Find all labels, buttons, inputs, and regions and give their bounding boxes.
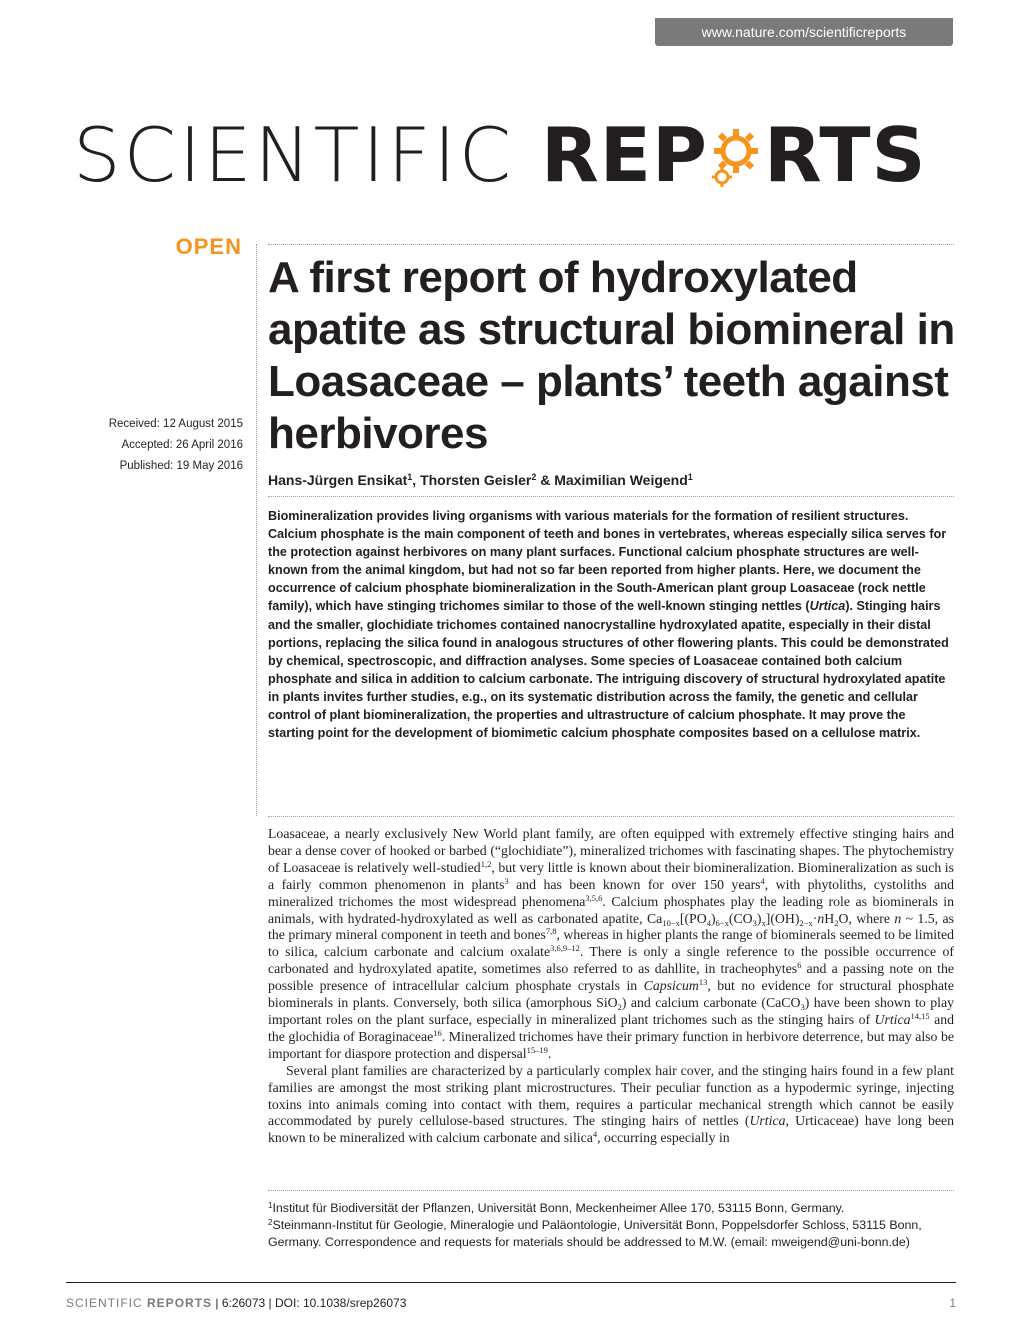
abstract-divider [268,496,954,497]
body-text [268,826,954,1147]
sidebar-divider [256,244,257,816]
author-affiliation-ref: 2 [531,472,537,482]
paragraph-2: Several plant families are characterized by a particularly complex hair cover, and the stinging hairs found in a few plant families are amongst the most striking plant microstructures. Their peculiar function as a hypodermic syringe, injecting toxins into animals coming into contact with them, requires a particular mechanical strength which cannot be easily accommodated by purely cellulose-based structures. The stinging hairs of nettles (Urtica, Urticaceae) have long been known to be mineralized with calcium carbonate and silica$^4$, occurring especially in [268,1062,954,1146]
affiliations [268,1200,958,1251]
footer-journal-light: SCIENTIFIC [66,1296,148,1310]
received-date: Received: 12 August 2015 [108,418,243,430]
footer-rule [66,1282,956,1283]
open-access-badge: OPEN [175,234,242,259]
published-date: Published: 19 May 2016 [119,460,243,472]
journal-url-link[interactable]: www.nature.com/scientificreports [655,18,953,46]
paragraph-1: Loasaceae, a nearly exclusively New World plant family, are often equipped with extremely effective stinging hairs and bear a dense cover of hooked or barbed (“glochidiate”), mineralized trichomes with fascinating shapes. The phytochemistry of Loasaceae is relatively well-studied$^{1,2}$, but very little is known about their biomineralization. Biomineralization as such is a fairly common phenomenon in plants$^3$ and has been known for over 150 years$^4$, with phytoliths, cystoliths and mineralized trichomes the most widespread phenomena$^{3,5,6}$. Calcium phosphates play the leading role as biominerals in animals, with hydrated-hydroxylated as well as carbonated apatite, $Ca_{10-x}[(PO_4)_{6-x}(CO_3)_x](OH)_{2-x}\cdot nH_2O$, where n ~ 1.5, as the primary mineral component in teeth and bones$^{7,8}$, whereas in higher plants the range of biominerals seemed to be limited to silica, calcium carbonate and calcium oxalate$^{3,6,9-12}$. There is only a single reference to the possible occurrence of carbonated and hydroxylated apatite, sometimes also referred to as dahllite, in tracheophytes$^6$ and a passing note on the possible presence of intracellular calcium phosphate crystals in Capsicum$^{13}$, but no evidence for structural phosphate biominerals in plants. Conversely, both silica (amorphous SiO$_2$) and calcium carbonate (CaCO$_3$) have been shown to play important roles on the plant surface, especially in mineralized plant trichomes such as the stinging hairs of Urtica$^{14,15}$ and the glochidia of Boraginaceae$^{16}$. Mineralized trichomes have their primary function in herbivore deterrence, but may also be important for diaspore protection and dispersal$^{15-19}$. [268,826,954,1061]
author-separator: & [536,472,555,488]
author-name[interactable]: Thorsten Geisler [420,472,532,488]
affiliation-1: $^1$Institut für Biodiversität der Pflanzen, Universität Bonn, Meckenheimer Allee 170, 53115 Bonn, Germany. [268,1201,845,1215]
affiliation-divider [268,1190,954,1191]
accepted-date: Accepted: 26 April 2016 [121,439,243,451]
page-footer [66,1296,956,1314]
author-affiliation-ref: 1 [687,472,693,482]
author-name[interactable]: Maximilian Weigend [554,472,688,488]
author-separator: , [412,472,421,488]
page-number: 1 [949,1296,956,1310]
abstract-text: ). Stinging hairs and the smaller, glochidiate trichomes contained nanocrystalline hydroxylated apatite, especially in their distal portions, replacing the silica found in analogous structures of other flowering plants. This could be demonstrated by chemical, spectroscopic, and diffraction analyses. Some species of Loasaceae contained both calcium phosphate and silica in addition to calcium carbonate. The intriguing discovery of structural hydroxylated apatite in plants invites further studies, e.g., on its systematic distribution across the family, the genetic and cellular control of plant biomineralization, the properties and ultrastructure of calcium phosphate. It may prove the starting point for the development of biomimetic calcium phosphate composites based on a cellulose matrix. [268,599,949,741]
footer-journal-bold: REPORTS [147,1296,213,1310]
masthead-bold-text-a: REP [541,111,708,199]
masthead-light-text: SCIENTIFIC [73,111,515,199]
header-divider [268,244,954,245]
publication-dates [60,414,243,477]
author-list [268,472,958,488]
journal-masthead [73,111,953,215]
body-divider [268,816,954,817]
article-title: A first report of hydroxylated apatite as structural biomineral in Loasaceae – plants’ teeth against herbivores [268,253,955,458]
gear-icon [710,127,762,187]
affiliation-2: $^2$Steinmann-Institut für Geologie, Mineralogie und Paläontologie, Universität Bonn, Poppelsdorfer Schloss, 53115 Bonn, Germany. Correspondence and requests for materials should be addressed to M.W. (email: mweigend@uni-bonn.de) [268,1218,922,1249]
footer-citation[interactable]: | 6:26073 | DOI: 10.1038/srep26073 [212,1296,407,1310]
abstract [268,507,954,742]
masthead-bold-text-b: RTS [763,111,927,199]
author-name[interactable]: Hans-Jürgen Ensikat [268,472,408,488]
author-affiliation-ref: 1 [407,472,413,482]
abstract-text: Biomineralization provides living organisms with various materials for the formation of resilient structures. Calcium phosphate is the main component of teeth and bones in vertebrates, whereas especially silica serves for the protection against herbivores on many plant surfaces. Functional calcium phosphate structures are well-known from the animal kingdom, but had not so far been reported from higher plants. Here, we document the occurrence of calcium phosphate biomineralization in the South-American plant group Loasaceae (rock nettle family), which have stinging trichomes similar to those of the well-known stinging nettles ( [268,509,947,614]
abstract-genus: Urtica [809,599,846,614]
